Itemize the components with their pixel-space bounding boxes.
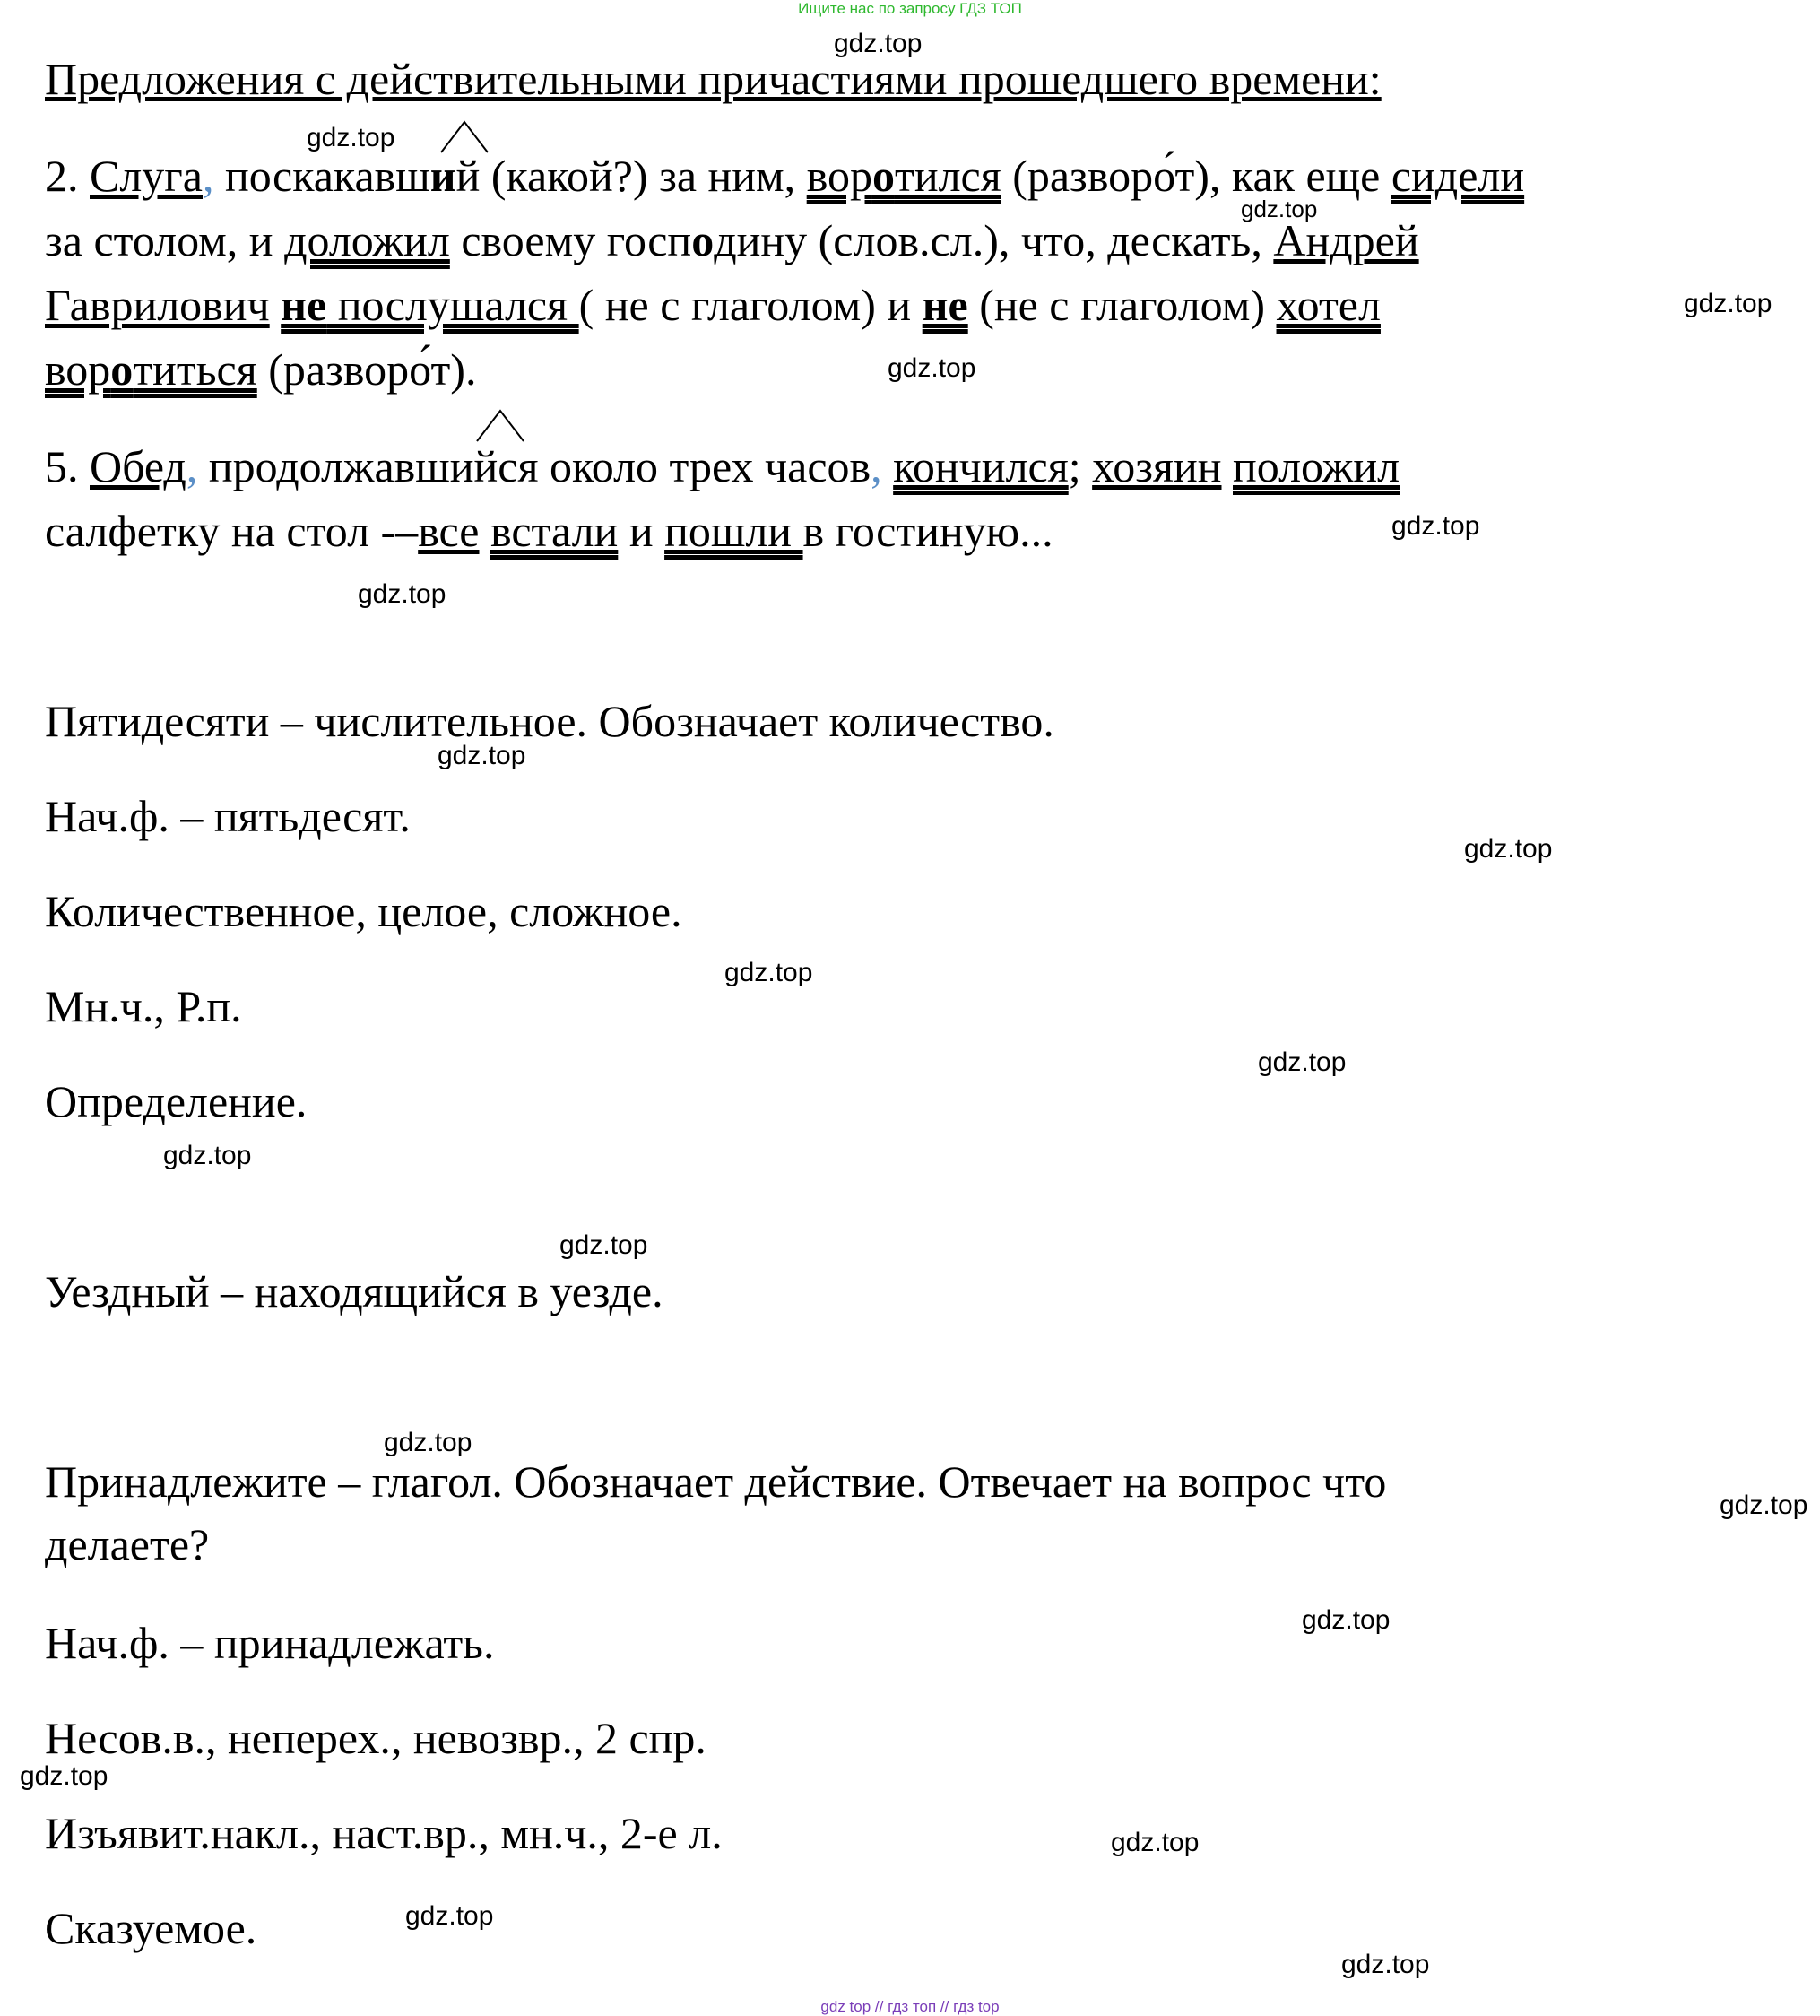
predicate-word: послушался	[326, 280, 579, 330]
subject-word: Слуга	[90, 151, 204, 201]
sentence-number: 2.	[45, 151, 90, 201]
watermark: gdz.top	[405, 1901, 494, 1931]
watermark: gdz.top	[834, 29, 923, 58]
footer-banner[interactable]: gdz top // гдз топ // гдз top	[820, 1998, 1000, 2015]
watermark: gdz.top	[384, 1428, 472, 1457]
predicate-word: воротиться	[45, 344, 257, 395]
analysis-line: Определение.	[45, 1076, 308, 1126]
subject-word: Гаврилович	[45, 280, 270, 330]
negation-particle: не	[922, 280, 968, 330]
comma-mark: ,	[871, 441, 882, 491]
text-run: поскакавш	[213, 151, 430, 201]
text-run	[270, 280, 282, 330]
analysis-line: делаете?	[45, 1519, 210, 1569]
watermark: gdz.top	[1241, 196, 1318, 222]
text-run: и	[618, 506, 665, 556]
section-heading: Предложения с действительными причастиями прошедшего времени:	[45, 54, 1382, 104]
text-run: своему госп	[449, 215, 692, 265]
text-run: продолжавшийся около трех часов	[197, 441, 871, 491]
watermark: gdz.top	[888, 353, 976, 383]
comma-mark: ,	[186, 441, 198, 491]
top-banner[interactable]: Ищите нас по запросу ГДЗ ТОП	[798, 0, 1022, 17]
text-run: ;	[1068, 441, 1093, 491]
negation-particle: не	[281, 280, 327, 330]
watermark: gdz.top	[1341, 1950, 1430, 1979]
text-run: (не с глаголом)	[967, 280, 1277, 330]
analysis-line: Изъявит.накл., наст.вр., мн.ч., 2-е л.	[45, 1808, 723, 1858]
watermark: gdz.top	[358, 579, 446, 609]
analysis-line: Сказуемое.	[45, 1903, 257, 1953]
stress-letter: о́	[409, 344, 431, 395]
text-run: в гостиную...	[802, 506, 1053, 556]
analysis-line: Нач.ф. – принадлежать.	[45, 1618, 495, 1668]
text-run: ( не с глаголом) и	[578, 280, 923, 330]
text-run: т), как еще	[1174, 151, 1391, 201]
text-run: дину (слов.сл.), что, дескать,	[714, 215, 1274, 265]
text-run: (развор	[256, 344, 410, 395]
text-run: за столом, и	[45, 215, 285, 265]
watermark: gdz.top	[1258, 1047, 1347, 1077]
analysis-line: Несов.в., неперех., невозвр., 2 спр.	[45, 1713, 706, 1763]
subject-word: Обед	[90, 441, 186, 491]
text-run	[882, 441, 894, 491]
watermark: gdz.top	[307, 123, 395, 152]
watermark: gdz.top	[1302, 1605, 1391, 1635]
subject-word: все	[418, 506, 480, 556]
text-run: т).	[430, 344, 477, 395]
subject-word: хозяин	[1092, 441, 1222, 491]
watermark: gdz.top	[1111, 1828, 1200, 1857]
predicate-word: воротился	[806, 151, 1001, 201]
analysis-line: Уездный – находящийся в уезде.	[45, 1266, 663, 1316]
analysis-line: Пятидесяти – числительное. Обозначает количество.	[45, 696, 1054, 746]
highlight-letter: о	[691, 215, 715, 265]
sentence-2-line-2	[45, 208, 1419, 273]
subject-word: Андрей	[1273, 215, 1419, 265]
sentence-2-line-4	[45, 337, 476, 402]
sentence-5-line-2	[45, 499, 1053, 563]
sentence-2-line-3	[45, 273, 1381, 337]
predicate-word: кончился	[893, 441, 1069, 491]
watermark: gdz.top	[20, 1761, 108, 1791]
text-run	[1222, 441, 1234, 491]
predicate-word: встали	[490, 506, 619, 556]
stress-letter: о́	[1153, 151, 1175, 201]
sentence-number: 5.	[45, 441, 90, 491]
predicate-word: доложил	[284, 215, 450, 265]
predicate-word: хотел	[1276, 280, 1381, 330]
text-run: салфетку на стол -–	[45, 506, 419, 556]
watermark: gdz.top	[559, 1230, 648, 1260]
watermark: gdz.top	[1720, 1490, 1808, 1520]
highlight-letter: и	[429, 151, 456, 201]
text-run	[480, 506, 491, 556]
watermark: gdz.top	[1464, 834, 1553, 864]
predicate-word: положил	[1233, 441, 1400, 491]
analysis-line: Принадлежите – глагол. Обозначает действие. Отвечает на вопрос что	[45, 1456, 1387, 1507]
predicate-word: сидели	[1391, 151, 1525, 201]
text-run: й (какой?) за ним,	[455, 151, 807, 201]
sentence-5-line-1	[45, 434, 1400, 499]
analysis-line: Мн.ч., Р.п.	[45, 981, 242, 1031]
watermark: gdz.top	[724, 958, 813, 987]
watermark: gdz.top	[1684, 289, 1772, 318]
analysis-line: Нач.ф. – пятьдесят.	[45, 791, 411, 841]
predicate-word: пошли	[664, 506, 803, 556]
text-run: (развор	[1001, 151, 1154, 201]
watermark: gdz.top	[438, 741, 526, 770]
watermark: gdz.top	[1391, 511, 1480, 541]
watermark: gdz.top	[163, 1141, 252, 1170]
analysis-line: Количественное, целое, сложное.	[45, 886, 682, 936]
comma-mark: ,	[203, 151, 214, 201]
